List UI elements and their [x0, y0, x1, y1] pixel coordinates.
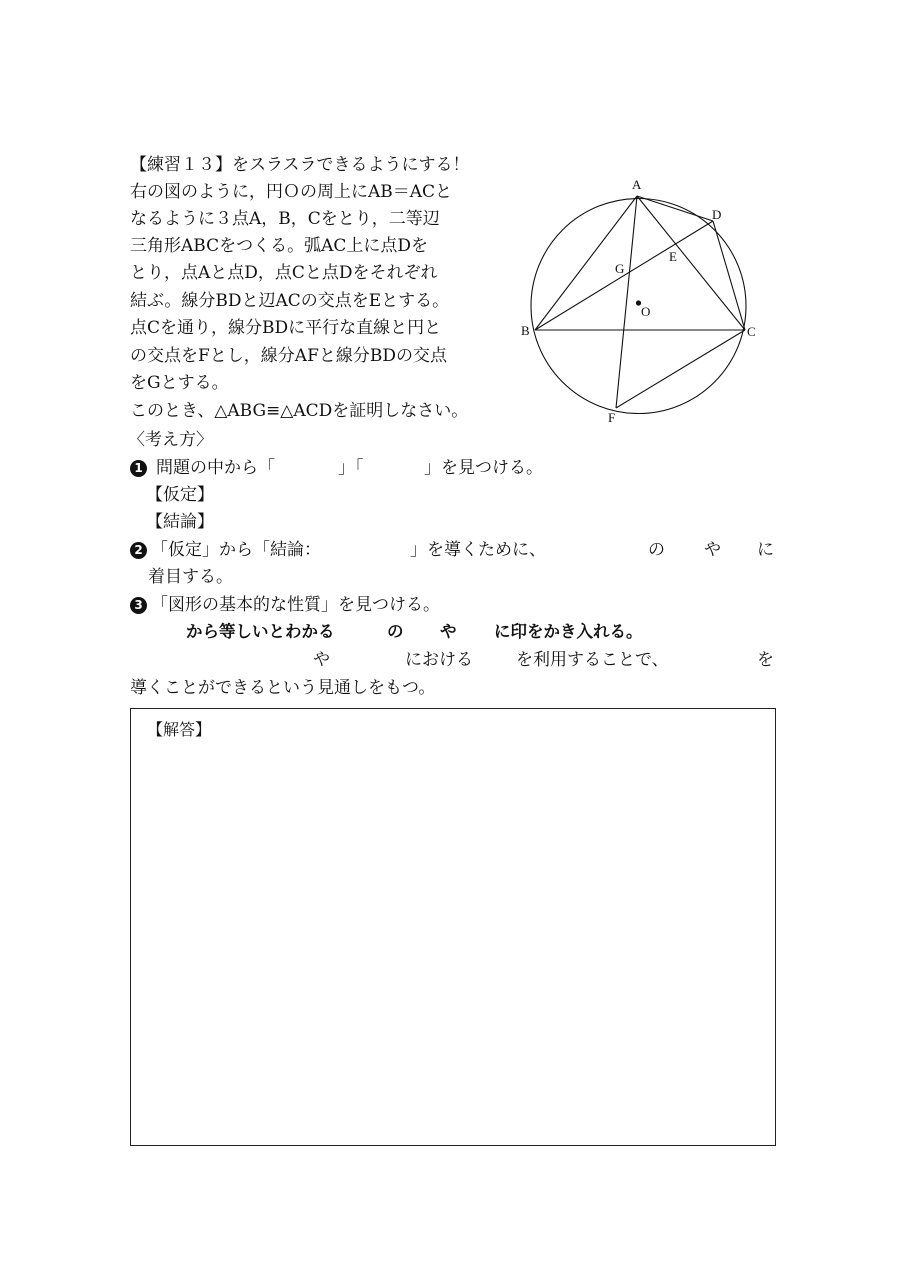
step1-line	[130, 457, 151, 479]
step1-text-a: 問題の中から「	[156, 458, 275, 478]
step3-line3: 導くことができるという見通しをもつ。	[130, 678, 436, 698]
problem-line: 三角形ABCをつくる。弧AC上に点Dを	[130, 236, 429, 256]
step3-line2-a: や	[313, 650, 330, 670]
step2-text-c: の	[648, 540, 665, 560]
step3-line2-d: を	[757, 650, 774, 670]
label-a: A	[632, 177, 642, 192]
thinking-heading: 〈考え方〉	[128, 430, 213, 450]
step2-line	[130, 539, 151, 561]
step3-bold-b: の	[387, 622, 404, 641]
segment-ad	[637, 196, 713, 221]
problem-title: 【練習１３】をスラスラできるようにする！	[130, 155, 470, 175]
step2-cont: 着目する。	[148, 567, 233, 587]
problem-line: 右の図のように，円Ｏの周上にAB＝ACと	[130, 182, 453, 202]
answer-label: 【解答】	[147, 720, 212, 739]
assumption-label: 【仮定】	[146, 485, 214, 505]
problem-line: の交点をFとし，線分AFと線分BDの交点	[130, 346, 447, 366]
step2-text-b: 」を導くために、	[410, 540, 546, 560]
step2-text-d: や	[704, 540, 721, 560]
step1-number-icon: 1	[130, 460, 147, 477]
problem-line: 結ぶ。線分BDと辺ACの交点をEとする。	[130, 291, 450, 311]
step3-bold-c: や	[440, 622, 457, 641]
step3-number-icon: 3	[130, 597, 147, 614]
segment-af	[616, 196, 637, 408]
problem-line: なるように３点A，B，Cをとり，二等辺	[130, 209, 440, 229]
step1-text-b: 」「	[338, 458, 364, 478]
problem-line: をGとする。	[130, 373, 229, 393]
conclusion-label: 【結論】	[146, 512, 214, 532]
problem-line: とり，点Aと点D，点Cと点Dをそれぞれ	[130, 263, 438, 283]
label-e: E	[669, 249, 677, 264]
label-d: D	[712, 207, 722, 222]
problem-line: 点Cを通り，線分BDに平行な直線と円と	[130, 318, 442, 338]
circle-o	[531, 199, 746, 414]
step3-bold-a: から等しいとわかる	[186, 622, 335, 641]
step3-line2-c: を利用することで、	[516, 650, 669, 670]
problem-line: このとき、△ABG≡△ACDを証明しなさい。	[130, 401, 469, 421]
step2-text-e: に	[757, 540, 774, 560]
circle-figure	[515, 175, 775, 430]
segment-ac	[637, 196, 745, 330]
answer-box[interactable]	[130, 708, 776, 1146]
label-b: B	[521, 323, 530, 338]
step3-text: 「図形の基本的な性質」を見つける。	[151, 595, 440, 615]
label-c: C	[747, 324, 756, 339]
step1-text-c: 」を見つける。	[424, 458, 543, 478]
segment-cd	[713, 221, 745, 330]
label-g: G	[615, 261, 625, 276]
label-o: O	[641, 304, 651, 319]
step3-line2-b: における	[405, 650, 473, 670]
step2-number-icon: 2	[130, 542, 147, 559]
label-f: F	[608, 410, 616, 425]
step2-text-a: 「仮定」から「結論：	[151, 540, 321, 560]
step3-line	[130, 594, 151, 616]
step3-bold-d: に印をかき入れる。	[494, 622, 643, 641]
